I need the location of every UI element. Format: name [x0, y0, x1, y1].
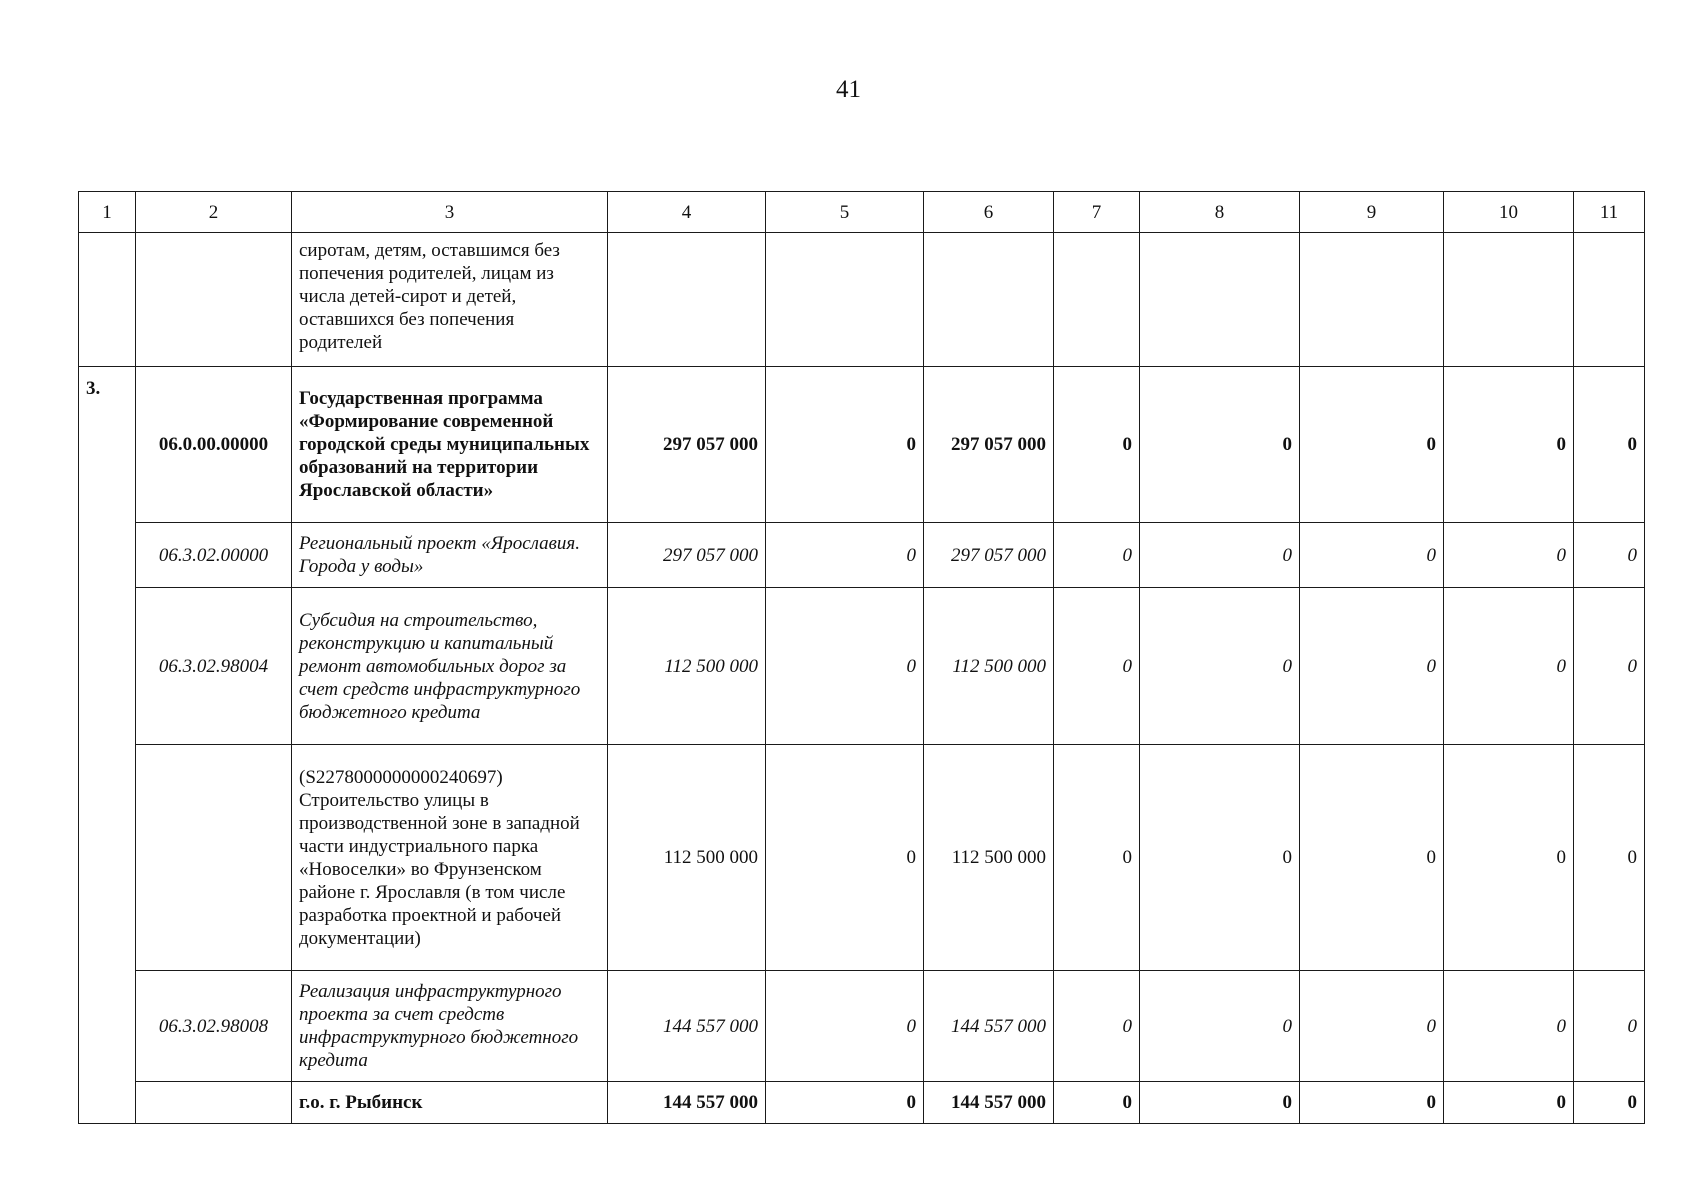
value-cell: 0 [766, 745, 924, 971]
table-row [79, 971, 1645, 1082]
value-cell: 0 [1300, 745, 1444, 971]
description-cell: сиротам, детям, оставшимся без попечения родителей, лицам из числа детей-сирот и детей, оставшихся без попечения родителей [292, 233, 608, 367]
value-cell: 0 [1574, 523, 1645, 588]
value-cell: 0 [1140, 588, 1300, 745]
description-cell: (S2278000000000240697) Строительство улицы в производственной зоне в западной части индустриального парка «Новоселки» во Фрунзенском районе г. Ярославля (в том числе разработка проектной и рабочей документации) [292, 745, 608, 971]
description-cell: Реализация инфраструктурного проекта за счет средств инфраструктурного бюджетного кредита [292, 971, 608, 1082]
value-cell: 0 [1054, 1082, 1140, 1124]
table-row [79, 233, 1645, 367]
page-number: 41 [836, 76, 861, 103]
value-cell: 112 500 000 [924, 588, 1054, 745]
value-cell: 0 [1300, 1082, 1444, 1124]
value-cell: 0 [1054, 367, 1140, 523]
value-cell: 0 [1574, 588, 1645, 745]
value-cell: 144 557 000 [608, 971, 766, 1082]
code-cell: 06.3.02.98008 [136, 971, 292, 1082]
header-cell: 8 [1140, 192, 1300, 233]
value-cell [1574, 233, 1645, 367]
header-cell: 6 [924, 192, 1054, 233]
header-cell: 4 [608, 192, 766, 233]
value-cell: 297 057 000 [924, 367, 1054, 523]
description-cell: г.о. г. Рыбинск [292, 1082, 608, 1124]
header-cell: 9 [1300, 192, 1444, 233]
header-cell: 3 [292, 192, 608, 233]
value-cell: 0 [766, 588, 924, 745]
value-cell: 0 [1054, 523, 1140, 588]
index-cell [79, 233, 136, 367]
value-cell: 0 [1574, 367, 1645, 523]
value-cell: 0 [1444, 745, 1574, 971]
code-cell [136, 233, 292, 367]
value-cell: 144 557 000 [608, 1082, 766, 1124]
budget-table [78, 191, 1645, 1124]
code-cell: 06.0.00.00000 [136, 367, 292, 523]
table-row [79, 523, 1645, 588]
description-cell: Субсидия на строительство, реконструкцию и капитальный ремонт автомобильных дорог за счет средств инфраструктурного бюджетного кредита [292, 588, 608, 745]
value-cell: 144 557 000 [924, 971, 1054, 1082]
value-cell: 112 500 000 [608, 588, 766, 745]
value-cell [1300, 233, 1444, 367]
value-cell: 0 [766, 523, 924, 588]
value-cell: 0 [1444, 1082, 1574, 1124]
description-cell: Государственная программа «Формирование современной городской среды муниципальных образований на территории Ярославской области» [292, 367, 608, 523]
code-cell: 06.3.02.98004 [136, 588, 292, 745]
value-cell: 0 [1140, 745, 1300, 971]
section-index-cell: 3. [79, 367, 136, 1124]
table-row [79, 367, 1645, 523]
code-cell [136, 745, 292, 971]
value-cell: 297 057 000 [924, 523, 1054, 588]
value-cell: 0 [1300, 588, 1444, 745]
header-cell: 1 [79, 192, 136, 233]
value-cell: 0 [1574, 971, 1645, 1082]
value-cell: 0 [1140, 1082, 1300, 1124]
value-cell: 0 [1140, 971, 1300, 1082]
value-cell: 0 [1054, 745, 1140, 971]
value-cell: 297 057 000 [608, 523, 766, 588]
value-cell [608, 233, 766, 367]
value-cell [1444, 233, 1574, 367]
code-cell: 06.3.02.00000 [136, 523, 292, 588]
value-cell: 0 [1300, 971, 1444, 1082]
value-cell: 0 [1444, 971, 1574, 1082]
header-cell: 11 [1574, 192, 1645, 233]
value-cell: 0 [1054, 971, 1140, 1082]
value-cell: 0 [1574, 745, 1645, 971]
value-cell: 0 [1300, 523, 1444, 588]
header-cell: 7 [1054, 192, 1140, 233]
value-cell: 0 [1140, 523, 1300, 588]
header-row [79, 192, 1645, 233]
value-cell [1140, 233, 1300, 367]
value-cell: 0 [766, 367, 924, 523]
description-cell: Региональный проект «Ярославия. Города у воды» [292, 523, 608, 588]
value-cell: 0 [1574, 1082, 1645, 1124]
table-row [79, 745, 1645, 971]
value-cell: 144 557 000 [924, 1082, 1054, 1124]
value-cell: 112 500 000 [608, 745, 766, 971]
value-cell: 0 [1140, 367, 1300, 523]
header-cell: 10 [1444, 192, 1574, 233]
table-row [79, 1082, 1645, 1124]
value-cell [1054, 233, 1140, 367]
value-cell: 0 [766, 971, 924, 1082]
value-cell: 0 [1444, 367, 1574, 523]
value-cell: 297 057 000 [608, 367, 766, 523]
value-cell [766, 233, 924, 367]
value-cell: 0 [1444, 588, 1574, 745]
value-cell: 0 [766, 1082, 924, 1124]
value-cell [924, 233, 1054, 367]
value-cell: 0 [1300, 367, 1444, 523]
header-cell: 5 [766, 192, 924, 233]
header-cell: 2 [136, 192, 292, 233]
code-cell [136, 1082, 292, 1124]
value-cell: 112 500 000 [924, 745, 1054, 971]
value-cell: 0 [1444, 523, 1574, 588]
table-row [79, 588, 1645, 745]
value-cell: 0 [1054, 588, 1140, 745]
